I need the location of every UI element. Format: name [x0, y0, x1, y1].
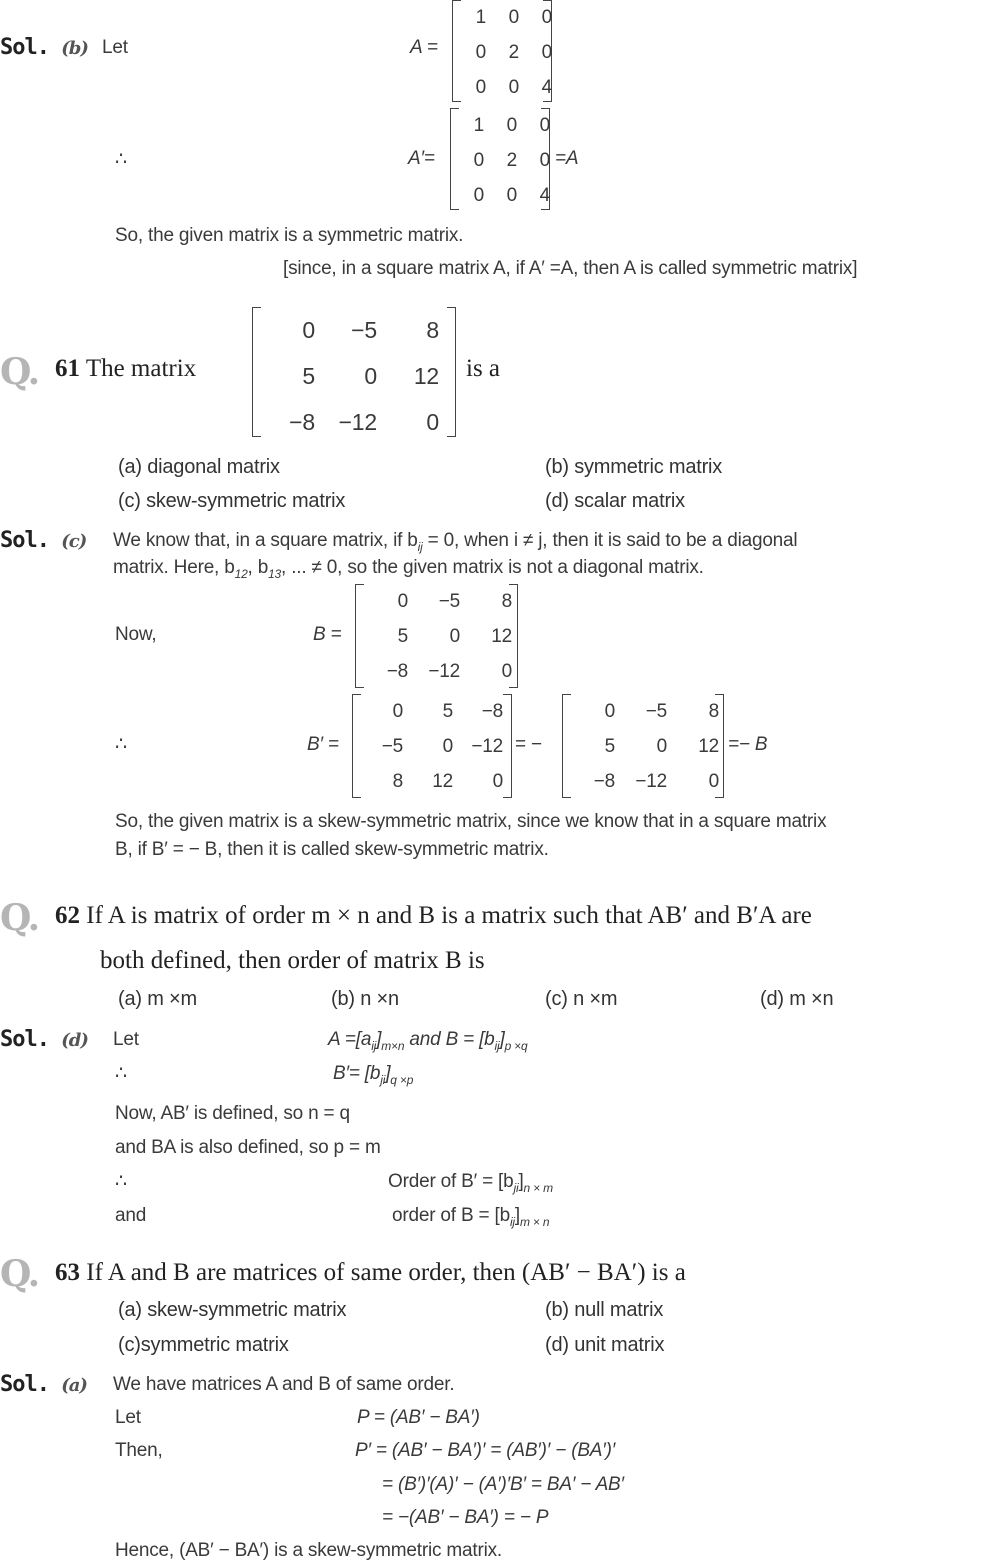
matrix-cell: −5: [438, 590, 460, 612]
math: =− B: [728, 734, 768, 755]
sub: q ×p: [390, 1072, 414, 1087]
option-d: (d) scalar matrix: [545, 490, 685, 512]
matrix-cell: 0: [392, 700, 403, 722]
math: = (B′)′(A)′ − (A′)′B′ = BA′ − AB′: [382, 1474, 624, 1495]
matrix-cell: 0: [708, 770, 719, 792]
question-text: [55, 1260, 686, 1286]
t: B′= [b: [333, 1063, 381, 1084]
matrix-cell: 8: [708, 700, 719, 722]
question-matrix: [252, 307, 456, 437]
option-b: (b) symmetric matrix: [545, 456, 723, 478]
t: ]: [385, 1063, 391, 1084]
therefore-symbol: ∴: [115, 149, 127, 170]
matrix-cell: 0: [397, 590, 408, 612]
answer-key: (c): [61, 531, 87, 552]
solution-label: [0, 528, 86, 555]
matrix-a-transpose: [450, 108, 550, 210]
therefore-symbol: ∴: [115, 1171, 127, 1192]
question-mark-logo: Q.: [0, 1253, 39, 1295]
t: order of B = [b: [392, 1205, 510, 1226]
matrix-cell: 0: [656, 735, 667, 757]
matrix-cell: 0: [364, 362, 377, 389]
matrix-a: [452, 0, 552, 102]
t: Order of B′ = [b: [388, 1171, 514, 1192]
matrix-cell: 0: [506, 184, 517, 206]
text: Let: [102, 37, 128, 58]
sol-text: Sol.: [0, 35, 49, 60]
matrix-cell: 12: [413, 362, 439, 389]
solution-label: [0, 1027, 88, 1054]
sub: 12: [234, 566, 248, 581]
t: ]: [514, 1205, 520, 1226]
t: , b: [247, 557, 269, 578]
text: Let: [115, 1407, 141, 1428]
matrix-cell: −12: [471, 735, 503, 757]
matrix-b-transpose: [352, 694, 512, 798]
matrix-cell: 2: [508, 41, 519, 63]
sol-text: Sol.: [0, 528, 49, 553]
text: We have matrices A and B of same order.: [113, 1374, 455, 1395]
text: Now, AB′ is defined, so n = q: [115, 1103, 350, 1124]
matrix-cell: 0: [473, 149, 484, 171]
answer-key: (a): [61, 1375, 87, 1396]
text: Then,: [115, 1440, 163, 1461]
matrix-cell: 0: [508, 6, 519, 28]
solution-label: [0, 35, 88, 62]
matrix-cell: −5: [645, 700, 667, 722]
option-c: (c)symmetric matrix: [118, 1334, 289, 1356]
matrix-cell: −5: [351, 316, 377, 343]
t: ]: [376, 1029, 382, 1050]
question-number: 62: [55, 902, 80, 929]
math: A′=: [408, 148, 435, 169]
math: A =: [410, 37, 438, 58]
sub: p ×q: [504, 1038, 528, 1053]
t: ]: [499, 1029, 505, 1050]
answer-key: (d): [61, 1030, 88, 1051]
question-text: [55, 356, 196, 382]
option-a: (a) skew-symmetric matrix: [118, 1299, 347, 1321]
text: Let: [113, 1029, 139, 1050]
matrix-cell: −8: [289, 408, 315, 435]
matrix-cell: 12: [432, 770, 453, 792]
matrix-cell: 5: [604, 735, 615, 757]
sub: ji: [380, 1072, 386, 1087]
t: We know that, in a square matrix, if b: [113, 530, 418, 551]
matrix-cell: 0: [539, 149, 550, 171]
math: = −: [515, 734, 542, 755]
matrix-cell: 8: [392, 770, 403, 792]
matrix-cell: 8: [426, 316, 439, 343]
text: and BA is also defined, so p = m: [115, 1137, 381, 1158]
matrix-cell: −5: [381, 735, 403, 757]
question-stem: The matrix: [85, 355, 197, 382]
matrix-cell: 0: [539, 114, 550, 136]
solution-label: [0, 1372, 87, 1399]
question-mark-logo: Q.: [0, 897, 39, 939]
matrix-cell: 0: [475, 76, 486, 98]
matrix-cell: −8: [481, 700, 503, 722]
math: [328, 1027, 527, 1059]
question-number: 63: [55, 1259, 80, 1286]
matrix-cell: 5: [397, 625, 408, 647]
math: [388, 1169, 553, 1201]
answer-key: (b): [61, 38, 88, 59]
matrix-cell: 0: [449, 625, 460, 647]
matrix-b: [355, 584, 518, 688]
text: Now,: [115, 624, 157, 645]
matrix-cell: 12: [491, 625, 512, 647]
matrix-b-repeat: [562, 694, 724, 798]
text: B, if B′ = − B, then it is called skew-symmetric matrix.: [115, 839, 549, 860]
matrix-cell: 0: [541, 41, 552, 63]
matrix-cell: 0: [426, 408, 439, 435]
matrix-cell: 4: [541, 76, 552, 98]
matrix-cell: 5: [442, 700, 453, 722]
t: matrix. Here, b: [113, 557, 235, 578]
question-stem: If A and B are matrices of same order, then (AB′ − BA′) is a: [86, 1259, 686, 1286]
question-text-line2: both defined, then order of matrix B is: [100, 947, 485, 974]
text: [113, 555, 997, 587]
question-mark-logo: Q.: [0, 351, 39, 393]
matrix-cell: −8: [386, 660, 408, 682]
question-text-end: is a: [466, 355, 501, 382]
matrix-cell: −8: [593, 770, 615, 792]
sub: ij: [371, 1038, 377, 1053]
math: [333, 1061, 413, 1093]
sol-text: Sol.: [0, 1372, 49, 1397]
matrix-cell: 0: [302, 316, 315, 343]
sub: m × n: [519, 1214, 550, 1229]
matrix-cell: 0: [506, 114, 517, 136]
question-text: [55, 903, 997, 929]
matrix-cell: 0: [492, 770, 503, 792]
sol-text: Sol.: [0, 1027, 49, 1052]
t: A =[a: [328, 1029, 372, 1050]
math: [392, 1203, 549, 1235]
matrix-cell: 8: [501, 590, 512, 612]
option-c: (c) skew-symmetric matrix: [118, 490, 346, 512]
matrix-cell: 0: [475, 41, 486, 63]
matrix-cell: 0: [501, 660, 512, 682]
option-b: (b) n ×n: [331, 988, 399, 1010]
math: P′ = (AB′ − BA′)′ = (AB′)′ − (BA′)′: [355, 1440, 616, 1461]
option-a: (a) m ×m: [118, 988, 197, 1010]
matrix-cell: 1: [475, 6, 486, 28]
t: ]: [518, 1171, 524, 1192]
matrix-cell: 0: [442, 735, 453, 757]
sub: 13: [268, 566, 282, 581]
sub: ij: [509, 1214, 515, 1229]
option-c: (c) n ×m: [545, 988, 618, 1010]
matrix-cell: 0: [473, 184, 484, 206]
option-d: (d) m ×n: [760, 988, 834, 1010]
sub: n × m: [523, 1180, 553, 1195]
therefore-symbol: ∴: [115, 734, 127, 755]
matrix-cell: −12: [635, 770, 667, 792]
math: P = (AB′ − BA′): [357, 1407, 480, 1428]
sub: ji: [513, 1180, 519, 1195]
matrix-cell: 0: [604, 700, 615, 722]
option-d: (d) unit matrix: [545, 1334, 665, 1356]
matrix-cell: 0: [508, 76, 519, 98]
text: So, the given matrix is a skew-symmetric matrix, since we know that in a square matrix: [115, 811, 827, 832]
math: = −(AB′ − BA′) = − P: [382, 1507, 549, 1528]
sub: ij: [494, 1038, 500, 1053]
matrix-cell: 4: [539, 184, 550, 206]
question-stem: If A is matrix of order m × n and B is a matrix such that AB′ and B′A are: [86, 902, 812, 929]
t: = 0, when i ≠ j, then it is said to be a diagonal: [422, 530, 798, 551]
math: B′ =: [307, 734, 339, 755]
text: [since, in a square matrix A, if A′ =A, then A is called symmetric matrix]: [283, 258, 858, 279]
matrix-cell: 2: [506, 149, 517, 171]
t: , ... ≠ 0, so the given matrix is not a diagonal matrix.: [281, 557, 704, 578]
option-a: (a) diagonal matrix: [118, 456, 280, 478]
matrix-cell: −12: [338, 408, 377, 435]
sub: m×n: [381, 1038, 405, 1053]
text: and: [115, 1205, 147, 1226]
t: and B = [b: [404, 1029, 495, 1050]
option-b: (b) null matrix: [545, 1299, 664, 1321]
math: =A: [555, 148, 579, 169]
matrix-cell: 12: [698, 735, 719, 757]
math: B =: [313, 624, 342, 645]
sub: ij: [417, 539, 423, 554]
matrix-cell: −12: [428, 660, 460, 682]
therefore-symbol: ∴: [115, 1063, 127, 1084]
text: So, the given matrix is a symmetric matrix.: [115, 225, 464, 246]
matrix-cell: 5: [302, 362, 315, 389]
text: Hence, (AB′ − BA′) is a skew-symmetric matrix.: [115, 1540, 502, 1561]
question-number: 61: [55, 355, 80, 382]
matrix-cell: 1: [473, 114, 484, 136]
matrix-cell: 0: [541, 6, 552, 28]
